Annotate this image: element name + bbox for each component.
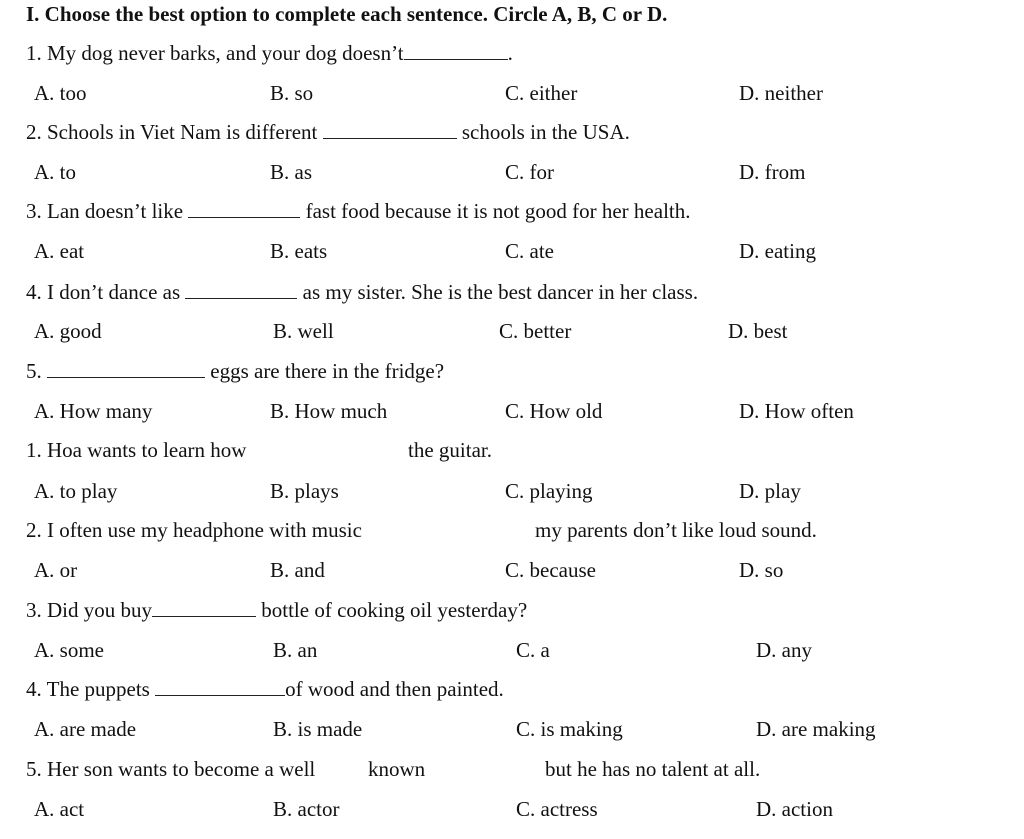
question-text-before: My dog never barks, and your dog doesn’t — [47, 41, 404, 65]
question-number: 2. — [26, 518, 42, 542]
question-text-before: Hoa wants to learn how — [47, 438, 247, 462]
question-text-middle: known — [368, 757, 426, 781]
option-a[interactable]: A. some — [34, 638, 104, 662]
question-text-before: I don’t dance as — [47, 280, 181, 304]
question-text-after: the guitar. — [408, 438, 492, 462]
question-text-after: schools in the USA. — [461, 120, 630, 144]
option-c[interactable]: C. playing — [505, 479, 593, 503]
option-d[interactable]: D. action — [756, 797, 833, 821]
option-b[interactable]: B. an — [273, 638, 318, 662]
question-text-after: of wood and then painted. — [285, 677, 504, 701]
question-text-after: eggs are there in the fridge? — [210, 359, 445, 383]
option-c[interactable]: C. for — [505, 160, 554, 184]
question-number: 1. — [26, 41, 42, 65]
option-b[interactable]: B. is made — [273, 717, 363, 741]
option-a[interactable]: A. act — [34, 797, 85, 821]
question-4b — [26, 677, 504, 701]
question-2b — [26, 518, 362, 542]
question-number: 2. — [26, 120, 42, 144]
answer-blank — [404, 42, 508, 60]
option-a[interactable]: A. good — [34, 319, 102, 343]
question-text-before: Schools in Viet Nam is different — [47, 120, 318, 144]
question-1b — [26, 438, 246, 462]
option-c[interactable]: C. How old — [505, 399, 603, 423]
option-b[interactable]: B. How much — [270, 399, 388, 423]
option-d[interactable]: D. neither — [739, 81, 823, 105]
question-number: 5. — [26, 757, 42, 781]
question-text-before: Lan doesn’t like — [47, 199, 184, 223]
option-b[interactable]: B. actor — [273, 797, 340, 821]
question-text-before: Did you buy — [47, 598, 152, 622]
question-text-after: bottle of cooking oil yesterday? — [261, 598, 528, 622]
option-a[interactable]: A. to play — [34, 479, 118, 503]
question-number: 5. — [26, 359, 42, 383]
question-text-after: . — [507, 41, 513, 65]
answer-blank — [188, 200, 300, 218]
question-5a — [26, 359, 444, 383]
option-b[interactable]: B. plays — [270, 479, 339, 503]
question-text-before: The puppets — [46, 677, 150, 701]
option-d[interactable]: D. are making — [756, 717, 876, 741]
option-a[interactable]: A. too — [34, 81, 87, 105]
option-d[interactable]: D. so — [739, 558, 784, 582]
question-5b — [26, 757, 315, 781]
question-3a — [26, 199, 690, 223]
question-number: 4. — [26, 677, 42, 701]
option-a[interactable]: A. How many — [34, 399, 153, 423]
question-4a — [26, 280, 698, 304]
answer-blank — [152, 599, 256, 617]
option-a[interactable]: A. to — [34, 160, 76, 184]
option-d[interactable]: D. How often — [739, 399, 854, 423]
answer-blank — [155, 678, 285, 696]
option-d[interactable]: D. play — [739, 479, 801, 503]
option-c[interactable]: C. is making — [516, 717, 623, 741]
option-d[interactable]: D. from — [739, 160, 806, 184]
option-c[interactable]: C. better — [499, 319, 572, 343]
question-2a — [26, 120, 630, 144]
option-d[interactable]: D. eating — [739, 239, 816, 263]
question-text-after: my parents don’t like loud sound. — [535, 518, 817, 542]
option-c[interactable]: C. a — [516, 638, 550, 662]
option-a[interactable]: A. are made — [34, 717, 137, 741]
option-a[interactable]: A. eat — [34, 239, 85, 263]
question-text-after: fast food because it is not good for her health. — [305, 199, 691, 223]
question-number: 3. — [26, 598, 42, 622]
question-text-before: Her son wants to become a well — [47, 757, 316, 781]
option-b[interactable]: B. as — [270, 160, 312, 184]
question-text-before: I often use my headphone with music — [47, 518, 362, 542]
question-text-after: as my sister. She is the best dancer in her class. — [302, 280, 699, 304]
option-b[interactable]: B. and — [270, 558, 325, 582]
question-3b — [26, 598, 527, 622]
option-d[interactable]: D. best — [728, 319, 788, 343]
option-c[interactable]: C. because — [505, 558, 596, 582]
option-c[interactable]: C. actress — [516, 797, 598, 821]
question-text-after: but he has no talent at all. — [545, 757, 761, 781]
option-a[interactable]: A. or — [34, 558, 78, 582]
option-c[interactable]: C. ate — [505, 239, 554, 263]
option-d[interactable]: D. any — [756, 638, 812, 662]
question-1a — [26, 41, 513, 65]
question-number: 1. — [26, 438, 42, 462]
option-c[interactable]: C. either — [505, 81, 578, 105]
question-number: 4. — [26, 280, 42, 304]
option-b[interactable]: B. so — [270, 81, 314, 105]
answer-blank — [323, 121, 457, 139]
answer-blank — [47, 360, 205, 378]
question-number: 3. — [26, 199, 42, 223]
answer-blank — [185, 281, 297, 299]
option-b[interactable]: B. eats — [270, 239, 328, 263]
option-b[interactable]: B. well — [273, 319, 334, 343]
exercise-instruction: I. Choose the best option to complete each sentence. Circle A, B, C or D. — [26, 2, 668, 26]
